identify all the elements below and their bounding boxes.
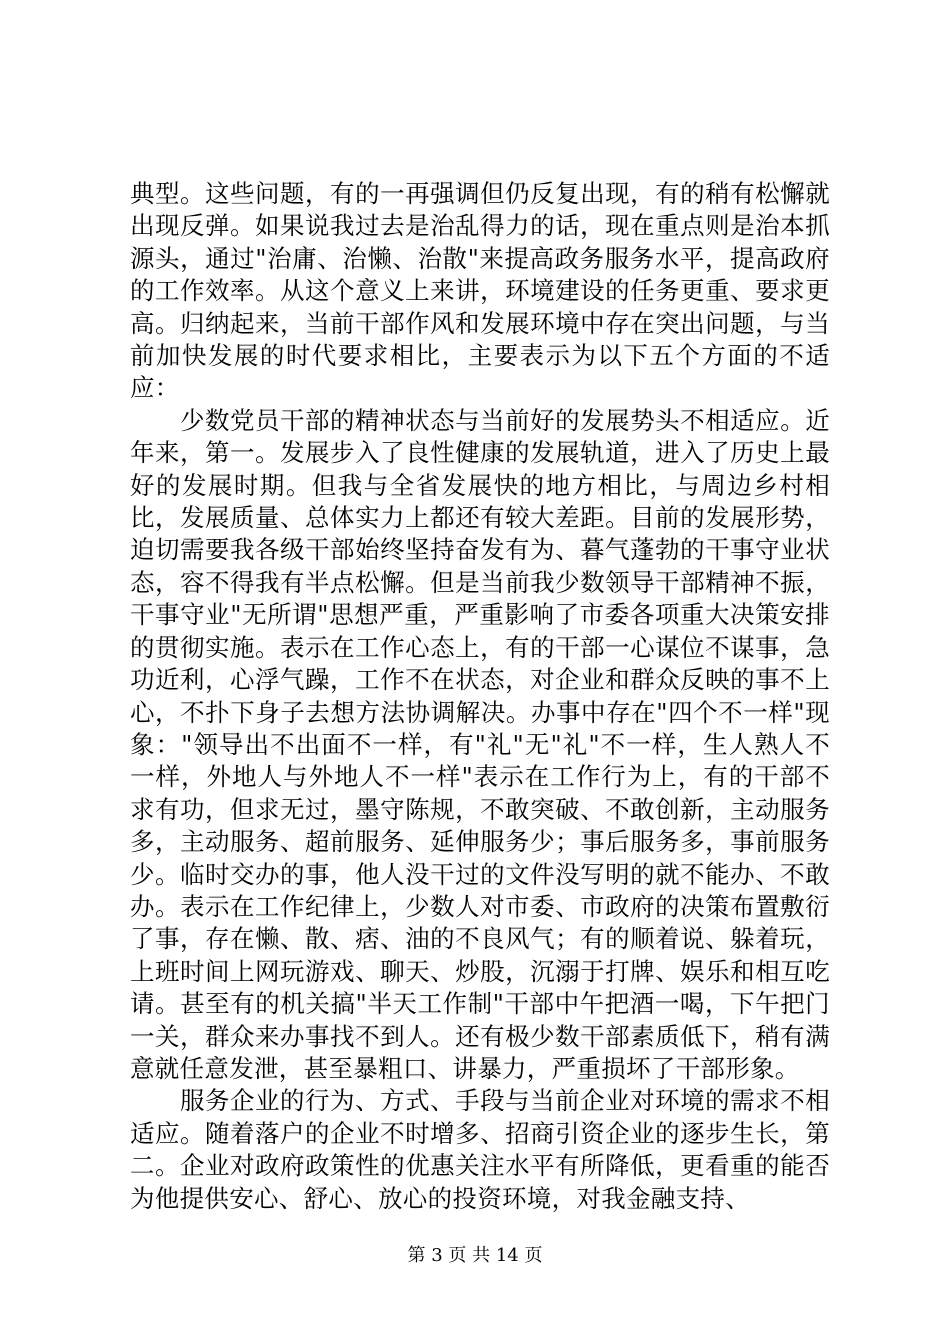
paragraph-3: 服务企业的行为、方式、手段与当前企业对环境的需求不相适应。随着落户的企业不时增多、招商引资企业的逐步生长，第二。企业对政府政策性的优惠关注水平有所降低，更看重的能否为他提供安心、舒心、放心的投资环境，对我金融支持、 bbox=[130, 1086, 830, 1213]
page-number-footer: 第 3 页 共 14 页 bbox=[407, 1245, 543, 1266]
paragraph-2: 少数党员干部的精神状态与当前好的发展势头不相适应。近年来，第一。发展步入了良性健康的发展轨道，进入了历史上最好的发展时期。但我与全省发展快的地方相比，与周边乡村相比，发展质量、总体实力上都还有较大差距。目前的发展形势，迫切需要我各级干部始终坚持奋发有为、暮气蓬勃的干事守业状态，容不得我有半点松懈。但是当前我少数领导干部精神不振，干事守业"无所谓"思想严重，严重影响了市委各项重大决策安排的贯彻实施。表示在工作心态上，有的干部一心谋位不谋事，急功近利，心浮气躁，工作不在状态，对企业和群众反映的事不上心，不扑下身子去想方法协调解决。办事中存在"四个不一样"现象："领导出不出面不一样，有"礼"无"礼"不一样，生人熟人不一样，外地人与外地人不一样"表示在工作行为上，有的干部不求有功，但求无过，墨守陈规，不敢突破、不敢创新，主动服务多，主动服务、超前服务、延伸服务少；事后服务多，事前服务少。临时交办的事，他人没干过的文件没写明的就不能办、不敢办。表示在工作纪律上，少数人对市委、市政府的决策布置敷衍了事，存在懒、散、痞、油的不良风气；有的顺着说、躲着玩，上班时间上网玩游戏、聊天、炒股，沉溺于打牌、娱乐和相互吃请。甚至有的机关搞"半天工作制"干部中午把酒一喝，下午把门一关，群众来办事找不到人。还有极少数干部素质低下，稍有满意就任意发泄，甚至暴粗口、讲暴力，严重损坏了干部形象。 bbox=[130, 405, 830, 1083]
document-body bbox=[130, 178, 830, 1215]
paragraph-1: 典型。这些问题，有的一再强调但仍反复出现，有的稍有松懈就出现反弹。如果说我过去是治乱得力的话，现在重点则是治本抓源头，通过"治庸、治懒、治散"来提高政务服务水平，提高政府的工作效率。从这个意义上来讲，环境建设的任务更重、要求更高。归纳起来，当前干部作风和发展环境中存在突出问题，与当前加快发展的时代要求相比，主要表示为以下五个方面的不适应： bbox=[130, 179, 830, 403]
